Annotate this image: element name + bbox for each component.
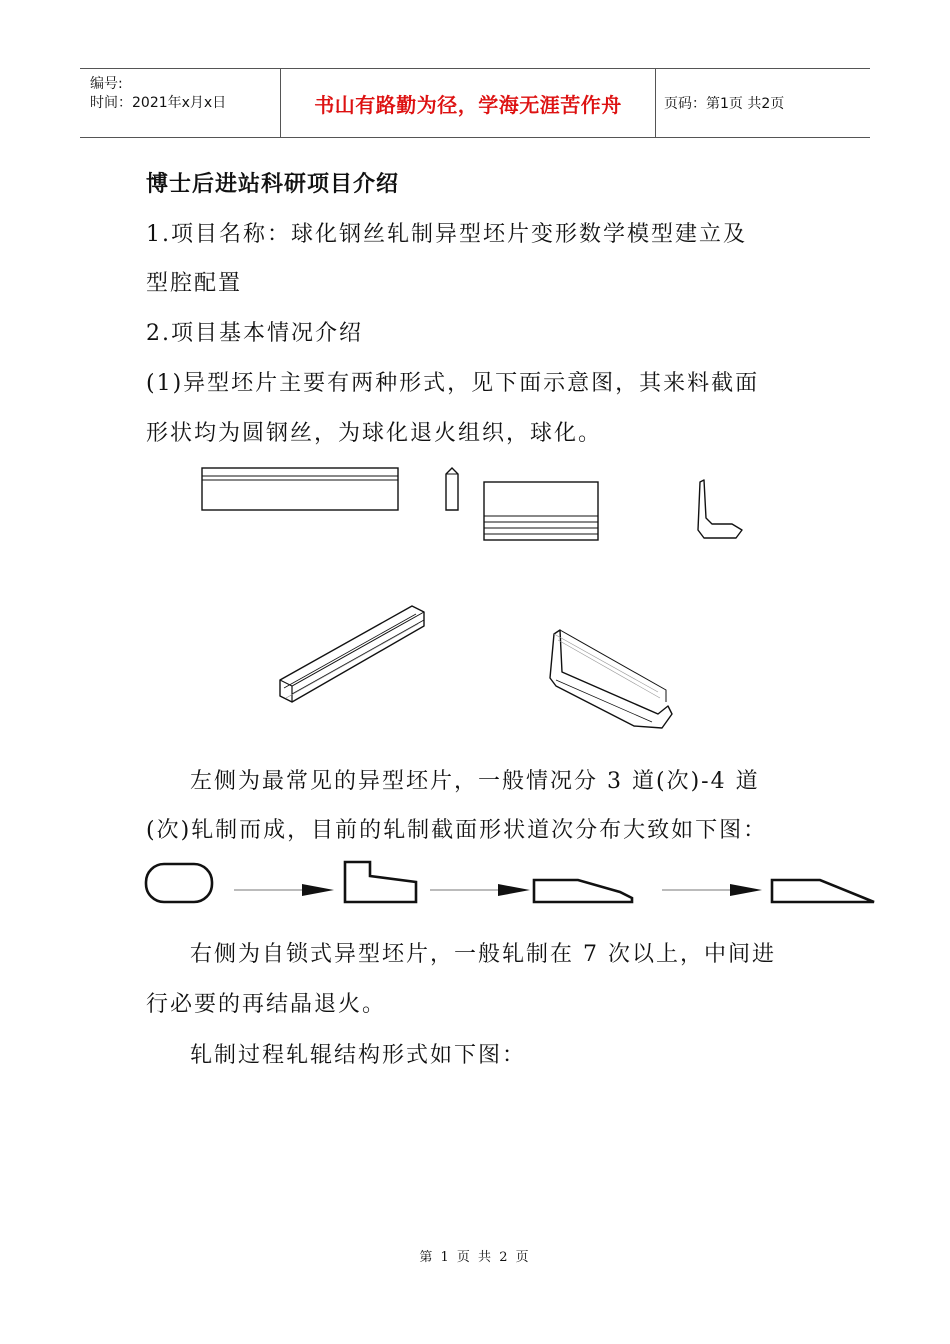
header-meta-cell <box>80 69 280 137</box>
arrow-1 <box>302 884 334 896</box>
pass-2-section <box>534 880 632 902</box>
arrow-2 <box>498 884 530 896</box>
number-label: 编号: <box>90 76 123 92</box>
pass-1-section <box>345 862 416 902</box>
text-line-6: 左侧为最常见的异型坯片，一般情况分 3 道(次)-4 道 <box>190 769 760 794</box>
round-section <box>146 864 212 902</box>
text-line-8: 右侧为自锁式异型坯片，一般轧制在 7 次以上，中间进 <box>190 942 776 967</box>
pass-3-section <box>772 880 874 902</box>
time-label: 时间：2021年x月x日 <box>90 95 227 111</box>
text-line-10: 轧制过程轧辊结构形式如下图： <box>190 1043 527 1068</box>
text-line-4: (1)异型坯片主要有两种形式，见下面示意图，其来料截面 <box>146 371 760 396</box>
flat-strip-top-view <box>482 480 600 542</box>
header-table <box>80 68 870 138</box>
text-line-5: 形状均为圆钢丝，为球化退火组织，球化。 <box>146 421 603 446</box>
arrow-3 <box>730 884 762 896</box>
flat-strip-front-view <box>200 466 400 512</box>
motto: 书山有路勤为径，学海无涯苦作舟 <box>280 69 656 137</box>
self-locking-section-view <box>694 478 748 542</box>
text-line-2: 型腔配置 <box>146 271 243 296</box>
flat-strip-section-view <box>444 466 460 512</box>
self-locking-isometric-view <box>548 628 674 730</box>
rolling-pass-sequence <box>144 860 878 908</box>
page-info: 页码：第1页 共2页 <box>664 96 785 112</box>
text-line-7: (次)轧制而成，目前的轧制截面形状道次分布大致如下图： <box>146 818 768 843</box>
text-line-3: 2.项目基本情况介绍 <box>146 321 363 346</box>
flat-strip-isometric-view <box>276 598 428 720</box>
doc-title: 博士后进站科研项目介绍 <box>146 172 400 197</box>
page-footer: 第 1 页 共 2 页 <box>419 1250 531 1265</box>
text-line-1: 1.项目名称：球化钢丝轧制异型坯片变形数学模型建立及 <box>146 222 747 247</box>
text-line-9: 行必要的再结晶退火。 <box>146 992 387 1017</box>
